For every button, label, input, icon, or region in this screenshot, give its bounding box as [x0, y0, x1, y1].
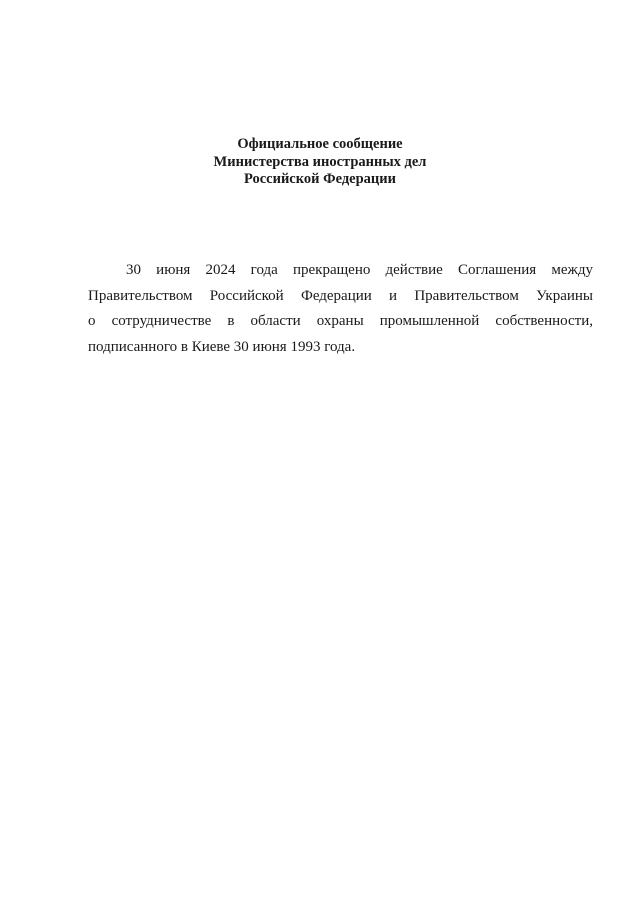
document-paragraph [88, 258, 593, 360]
paragraph-line-1: 30 июня 2024 года прекращено действие Соглашения между [126, 262, 593, 278]
heading-line-1: Официальное сообщение [237, 136, 403, 152]
paragraph-line-3: о сотрудничестве в области охраны промышленной собственности, [88, 313, 593, 329]
paragraph-line-2: Правительством Российской Федерации и Правительством Украины [88, 287, 593, 304]
document-heading [0, 136, 640, 189]
paragraph-line-4: подписанного в Киеве 30 июня 1993 года. [88, 338, 356, 355]
heading-line-3: Российской Федерации [243, 171, 396, 187]
heading-line-2: Министерства иностранных дел [213, 153, 427, 170]
